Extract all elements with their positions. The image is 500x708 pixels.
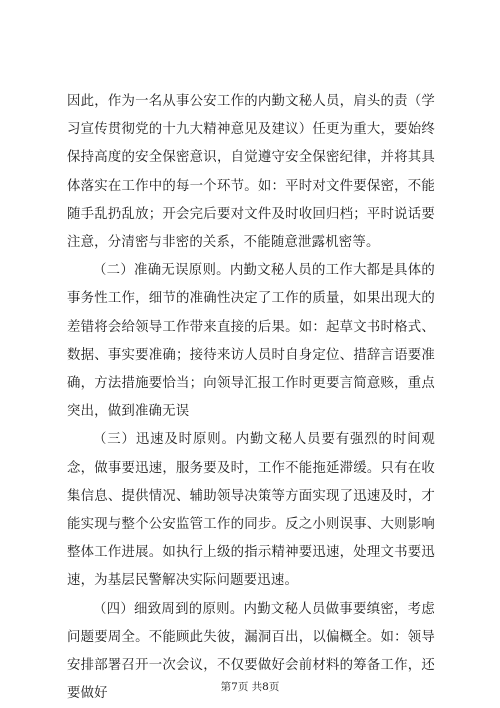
- paragraph-timeliness-principle: （三）迅速及时原则。内勤文秘人员要有强烈的时间观念，做事要迅速，服务要及时，工作不能拖延滞缓。只有在收集信息、提供情况、辅助领导决策等方面实现了迅速及时，才能实现与整个公安监管工作的同步。反之小则误事、大则影响整体工作进展。如执行上级的指示精神要迅速，处理文书要迅速，为基层民警解决实际问题要迅速。: [67, 432, 435, 589]
- page-footer: 第7页 共8页: [220, 681, 280, 693]
- paragraph-thoroughness-principle: （四）细致周到的原则。内勤文秘人员做事要缜密，考虑问题要周全。不能顾此失彼，漏洞百出，以偏概全。如：领导安排部署召开一次会议，不仅要做好会前材料的筹备工作，还要做好: [67, 601, 435, 702]
- document-body: [67, 88, 435, 708]
- paragraph-accuracy-principle: （二）准确无误原则。内勤文秘人员的工作大都是具体的事务性工作，细节的准确性决定了工作的质量，如果出现大的差错将会给领导工作带来直接的后果。如：起草文书时格式、数据、事实要准确；接待来访人员时自身定位、措辞言语要准确，方法措施要恰当；向领导汇报工作时更要言简意赅，重点突出，做到准确无误: [67, 263, 435, 420]
- paragraph-security: 因此，作为一名从事公安工作的内勤文秘人员，肩头的责（学习宣传贯彻党的十九大精神意见及建议）任更为重大，要始终保持高度的安全保密意识，自觉遵守安全保密纪律，并将其具体落实在工作中的每一个环节。如：平时对文件要保密，不能随手乱扔乱放；开会完后要对文件及时收回归档；平时说话要注意，分清密与非密的关系，不能随意泄露机密等。: [67, 94, 435, 251]
